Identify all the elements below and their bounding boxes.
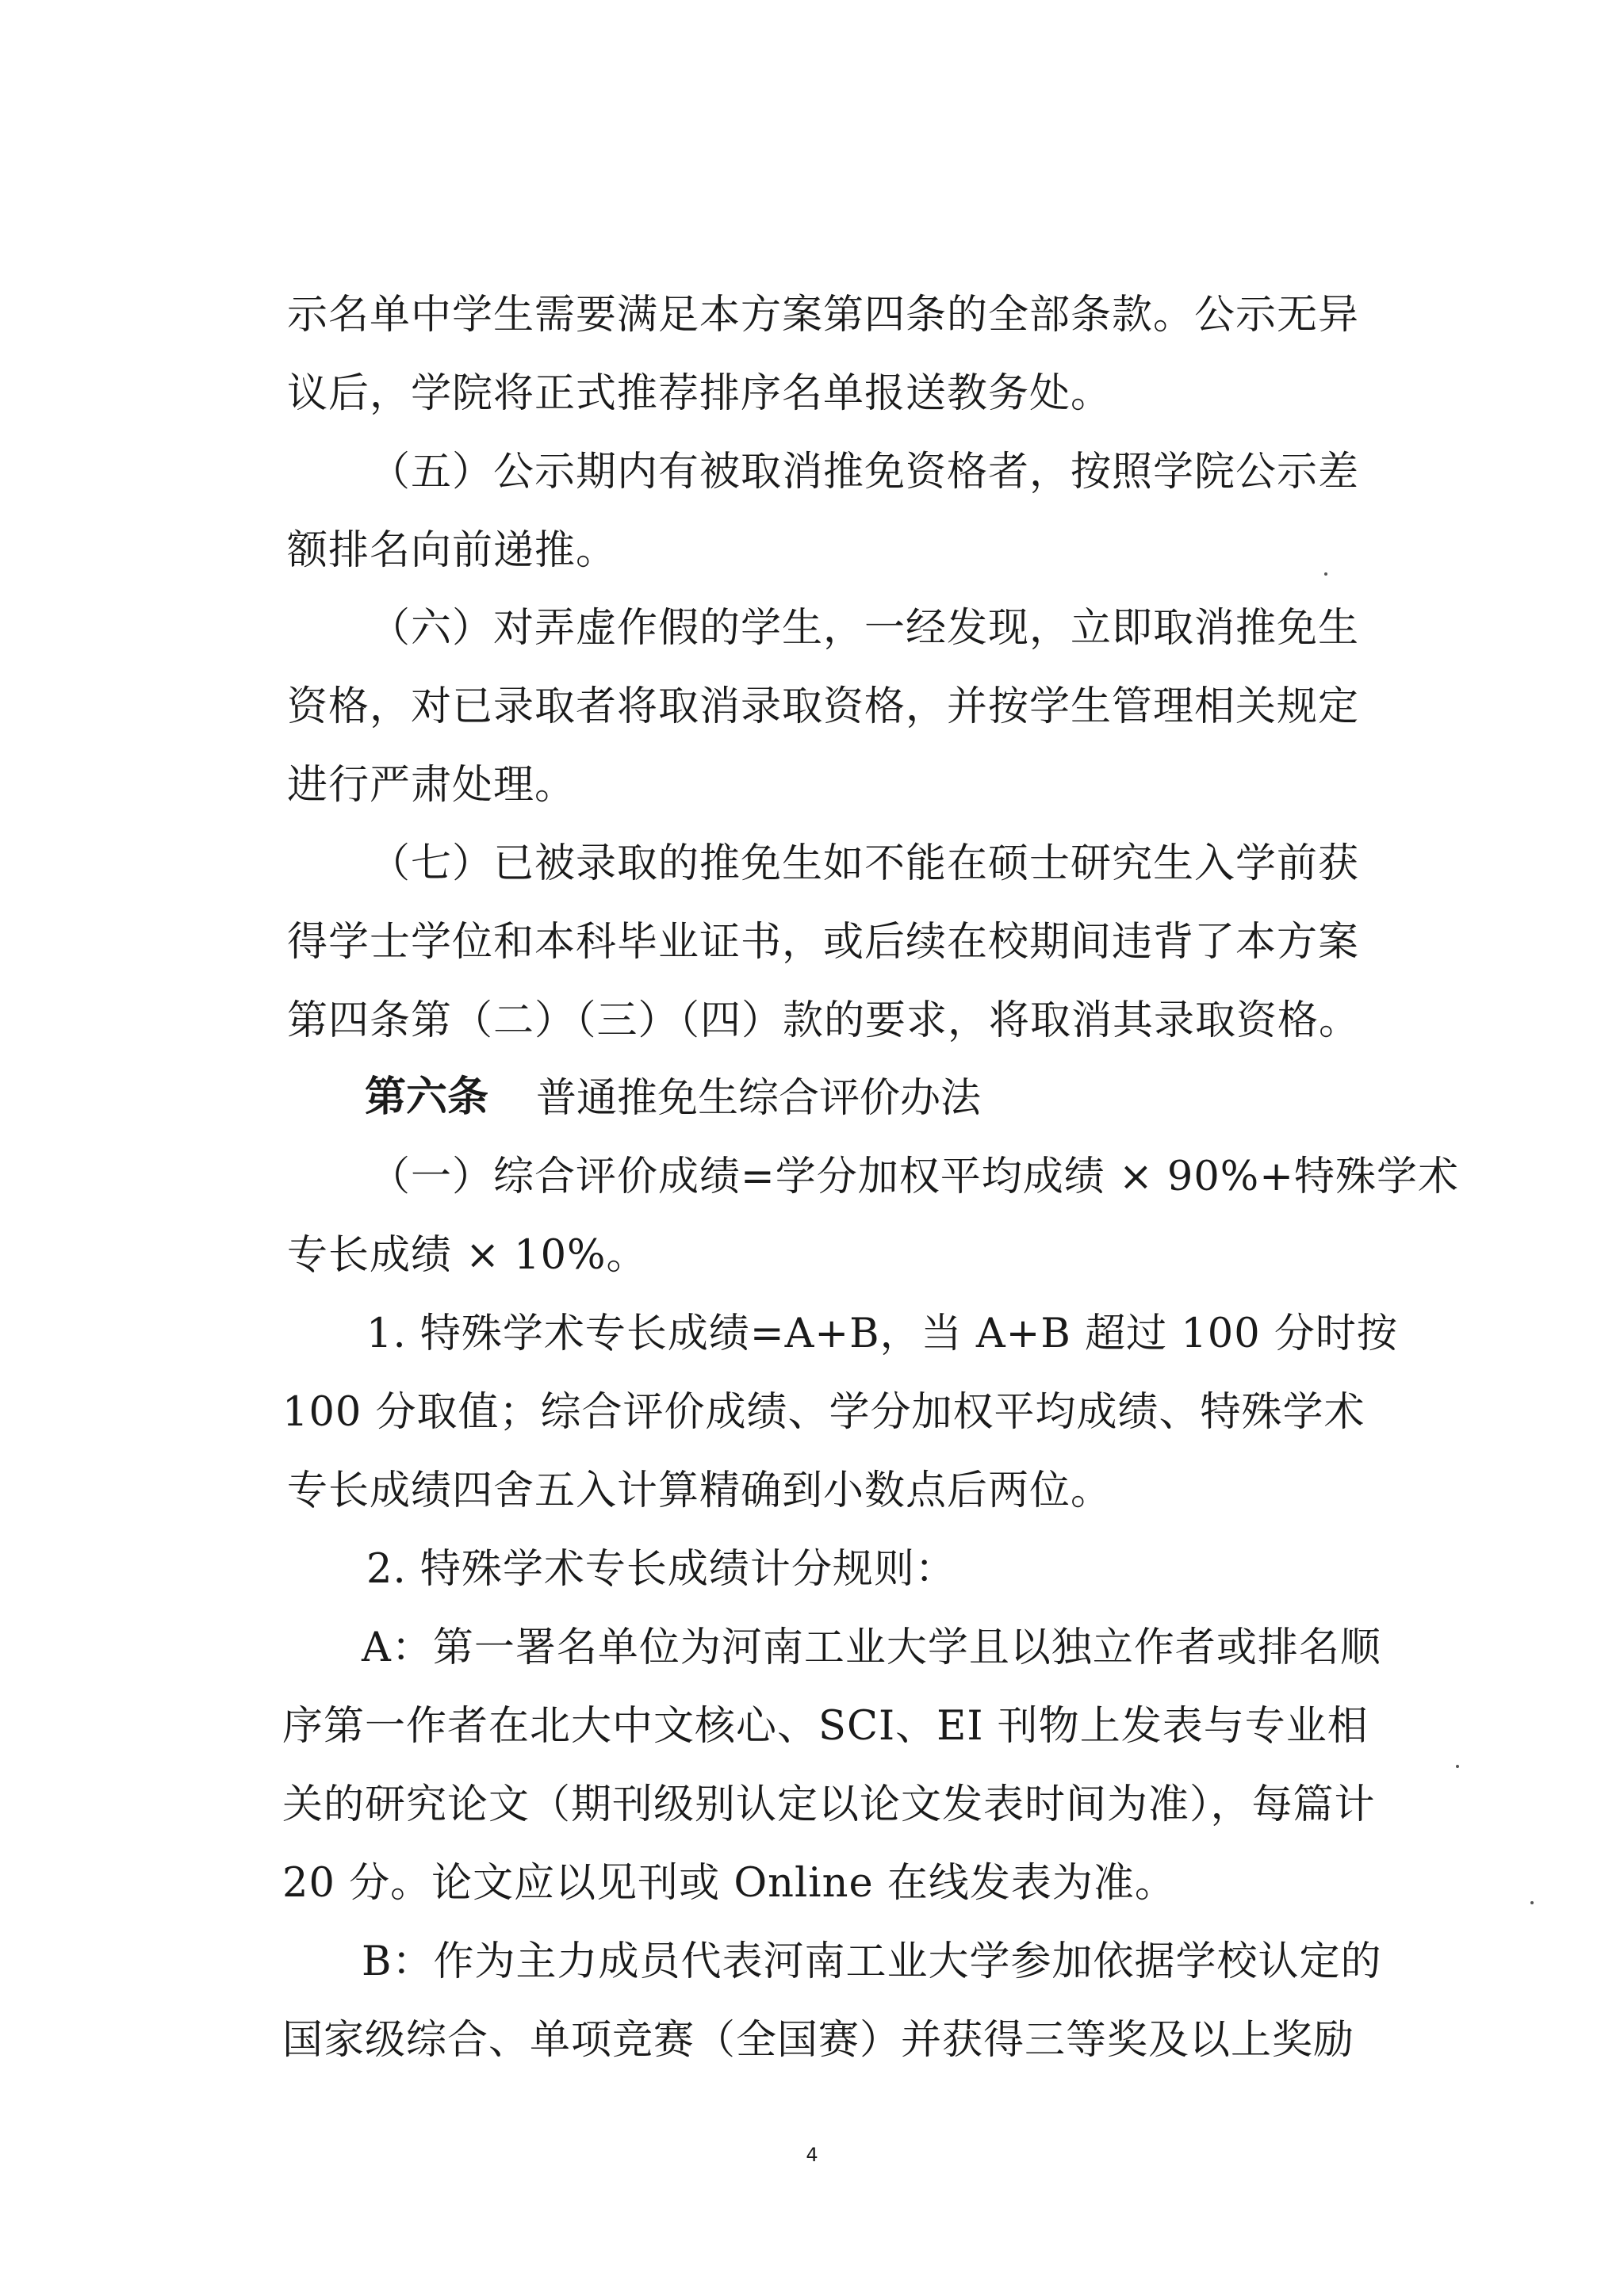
text-line: 示名单中学生需要满足本方案第四条的全部条款。公示无异	[287, 292, 1360, 339]
text-line: 20 分。论文应以见刊或 Online 在线发表为准。	[282, 1860, 1176, 1907]
text-line: （五）公示期内有被取消推免资格者，按照学院公示差	[370, 449, 1360, 496]
text-line: 2. 特殊学术专长成绩计分规则：	[366, 1546, 956, 1593]
text-line: （一）综合评价成绩=学分加权平均成绩 × 90%+特殊学术	[370, 1154, 1459, 1200]
text-line: 得学士学位和本科毕业证书，或后续在校期间违背了本方案	[287, 919, 1360, 966]
text-line: 进行严肃处理。	[287, 762, 576, 809]
text-line: 专长成绩四舍五入计算精确到小数点后两位。	[287, 1468, 1113, 1514]
text-line: 1. 特殊学术专长成绩=A+B，当 A+B 超过 100 分时按	[366, 1311, 1398, 1357]
text-line: （七）已被录取的推免生如不能在硕士研究生入学前获	[370, 840, 1360, 887]
page-number: 4	[806, 2144, 818, 2166]
scan-speck	[1324, 572, 1327, 576]
text-line: 第四条第（二）（三）（四）款的要求，将取消其录取资格。	[287, 997, 1361, 1044]
text-line: 国家级综合、单项竞赛（全国赛）并获得三等奖及以上奖励	[282, 2017, 1355, 2064]
text-line: 资格，对已录取者将取消录取资格，并按学生管理相关规定	[287, 683, 1360, 730]
scan-speck	[1530, 1901, 1534, 1904]
text-line: （六）对弄虚作假的学生，一经发现，立即取消推免生	[370, 605, 1360, 652]
text-line: 序第一作者在北大中文核心、SCI、EI 刊物上发表与专业相	[282, 1703, 1369, 1750]
text-line: 100 分取值；综合评价成绩、学分加权平均成绩、特殊学术	[282, 1389, 1365, 1436]
text-line: B：作为主力成员代表河南工业大学参加依据学校认定的	[362, 1938, 1382, 1985]
text-line: 关的研究论文（期刊级别认定以论文发表时间为准），每篇计	[282, 1781, 1376, 1828]
text-line: 专长成绩 × 10%。	[287, 1232, 648, 1279]
scan-speck	[1456, 1765, 1459, 1768]
text-line: 议后，学院将正式推荐排序名单报送教务处。	[287, 370, 1113, 417]
text-line: 额排名向前递推。	[287, 527, 618, 574]
article-heading-text: 普通推免生综合评价办法	[536, 1075, 982, 1122]
article-heading-label: 第六条	[365, 1073, 489, 1121]
text-line: A：第一署名单位为河南工业大学且以独立作者或排名顺	[362, 1624, 1381, 1671]
